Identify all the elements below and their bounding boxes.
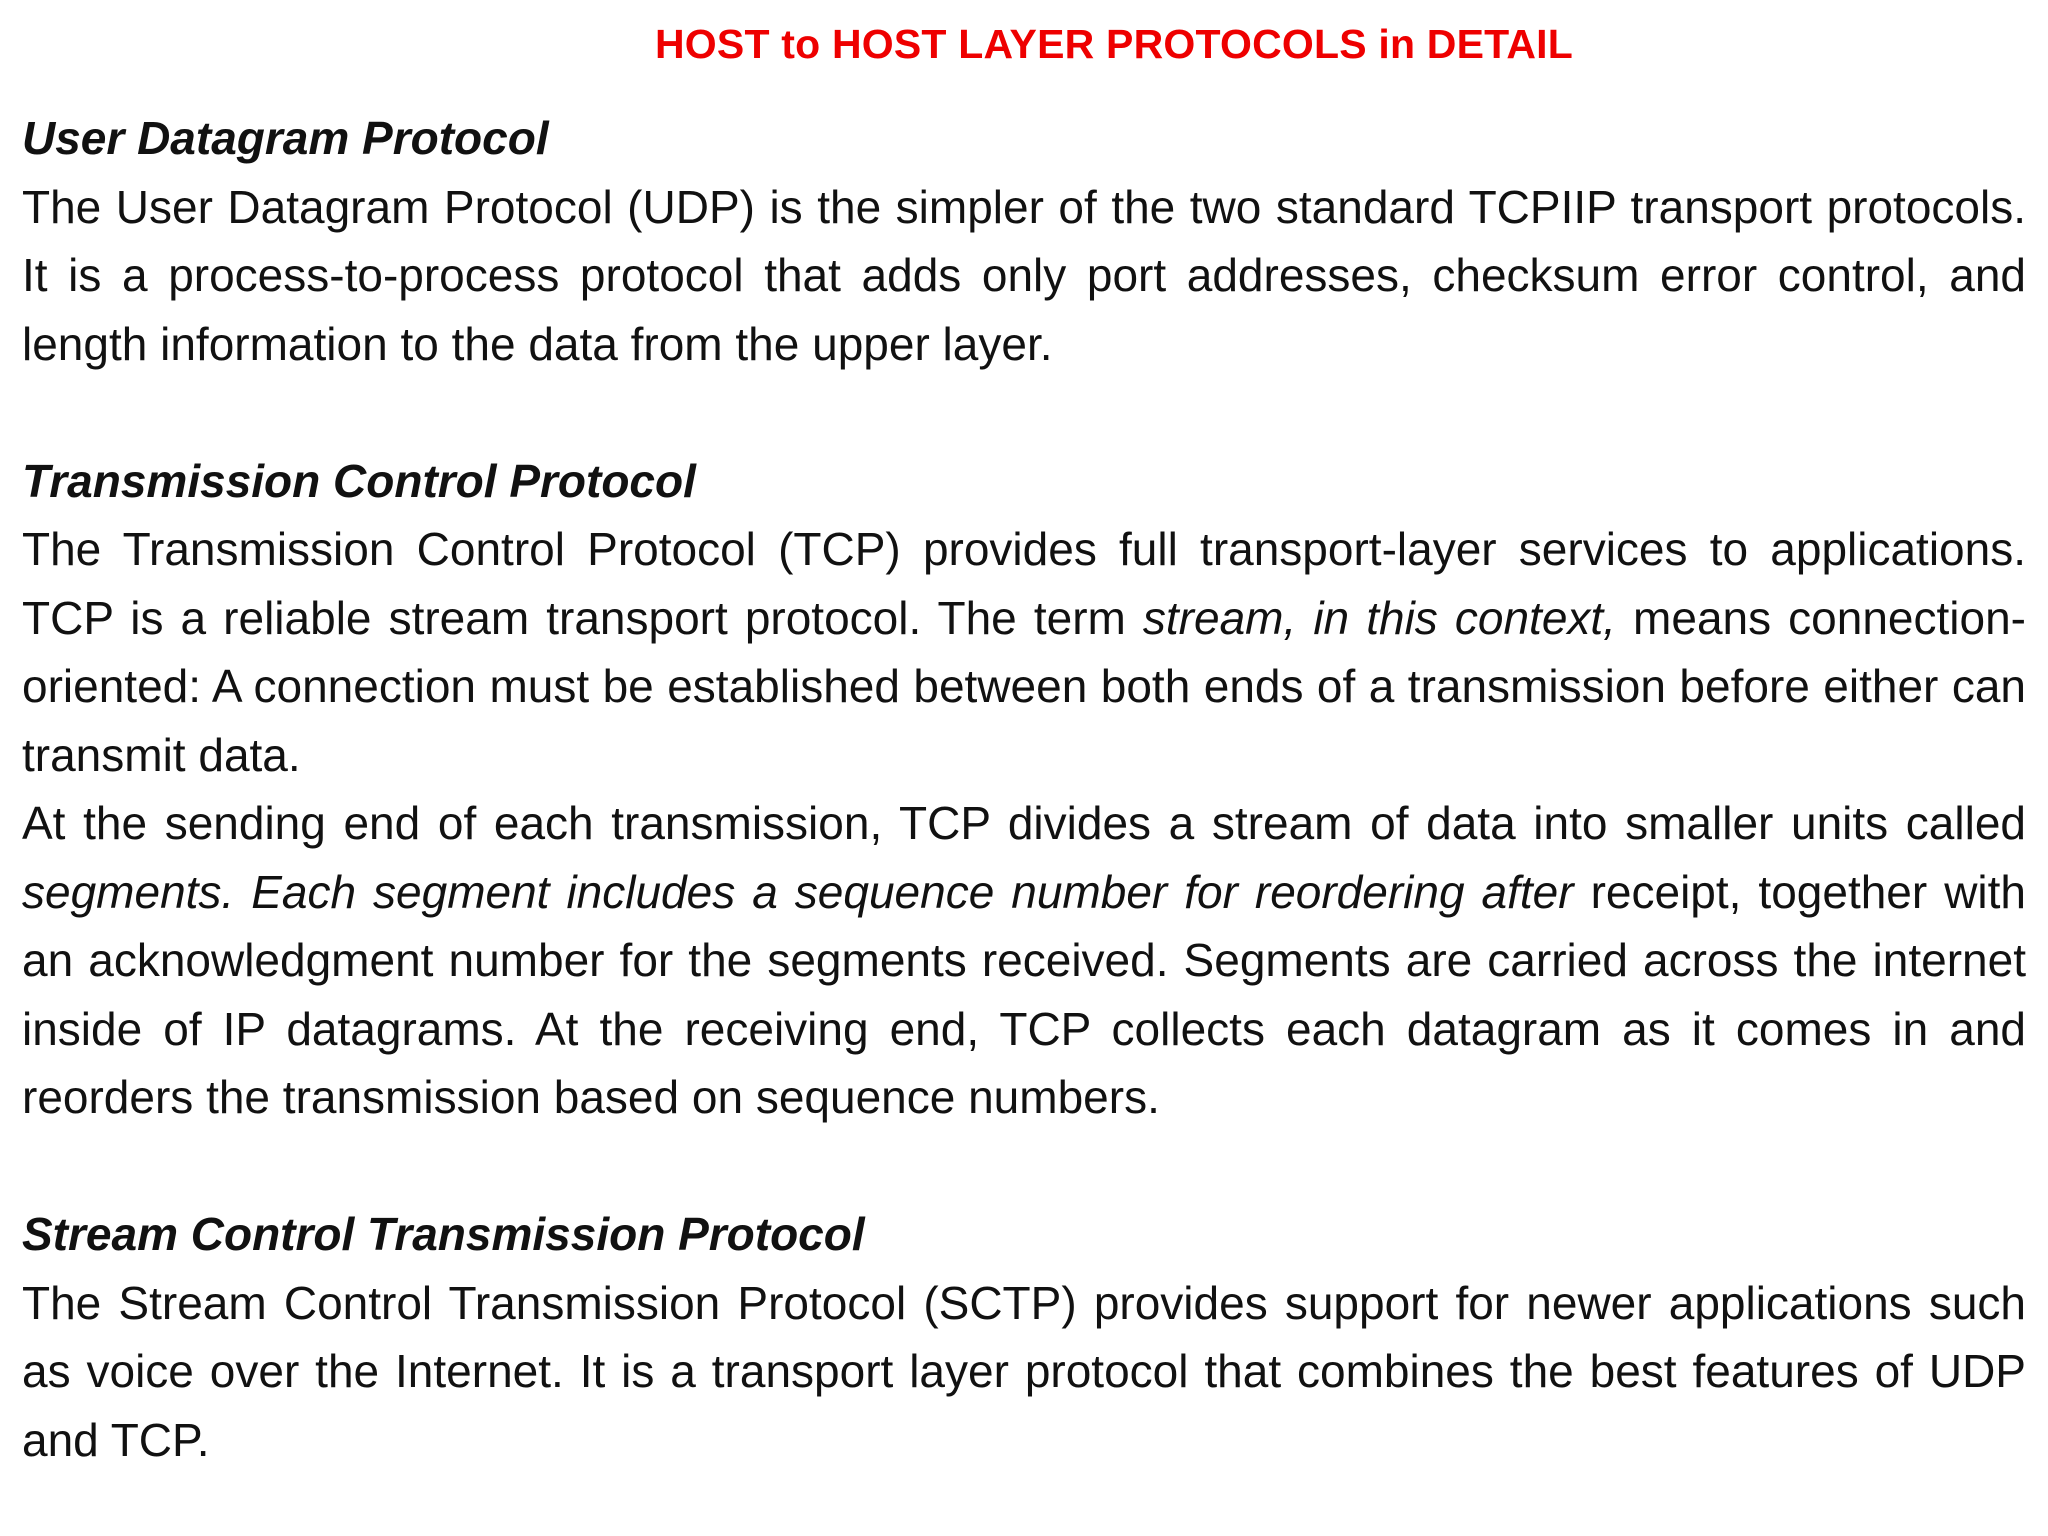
slide-title: HOST to HOST LAYER PROTOCOLS in DETAIL — [655, 21, 1573, 67]
tcp-p2-text-b: receipt, together with an acknowledgment number for the segments received. Segments are carried across the internet inside of IP datagrams. At the receiving end, TCP collects each datagram as it comes in and reorders the transmission based on sequence numbers. — [22, 865, 2026, 1123]
tcp-heading: Transmission Control Protocol — [22, 454, 696, 507]
sctp-section — [22, 1200, 2026, 1474]
tcp-p1-text-a: The Transmission Control Protocol (TCP) provides full transport-layer services to applications. TCP is a reliable stream transport protocol. The term — [22, 523, 2026, 644]
tcp-paragraph-2 — [22, 789, 2026, 1132]
udp-paragraph: The User Datagram Protocol (UDP) is the simpler of the two standard TCPIIP transport protocols. It is a process-to-process protocol that adds only port addresses, checksum error control, and length information to the data from the upper layer. — [22, 180, 2026, 370]
udp-section — [22, 104, 2026, 378]
tcp-section — [22, 447, 2026, 1132]
tcp-p1-text-b: means connection-oriented: A connection must be established between both ends of a transmission before either can transmit data. — [22, 591, 2026, 781]
slide-content — [22, 104, 2026, 1474]
sctp-heading: Stream Control Transmission Protocol — [22, 1208, 865, 1260]
tcp-paragraph-1 — [22, 515, 2026, 789]
section-spacer — [22, 1132, 2026, 1201]
tcp-p2-text-a: At the sending end of each transmission, TCP divides a stream of data into smaller units called — [22, 797, 2026, 849]
section-spacer — [22, 378, 2026, 447]
udp-heading: User Datagram Protocol — [22, 112, 549, 164]
slide-page — [22, 0, 2026, 1536]
tcp-p1-italic: stream, in this context, — [1142, 591, 1616, 644]
tcp-p2-italic: segments. Each segment includes a sequence number for reordering after — [22, 865, 1574, 918]
sctp-paragraph: The Stream Control Transmission Protocol (SCTP) provides support for newer applications such as voice over the Internet. It is a transport layer protocol that combines the best features of UDP and TCP. — [22, 1276, 2026, 1466]
